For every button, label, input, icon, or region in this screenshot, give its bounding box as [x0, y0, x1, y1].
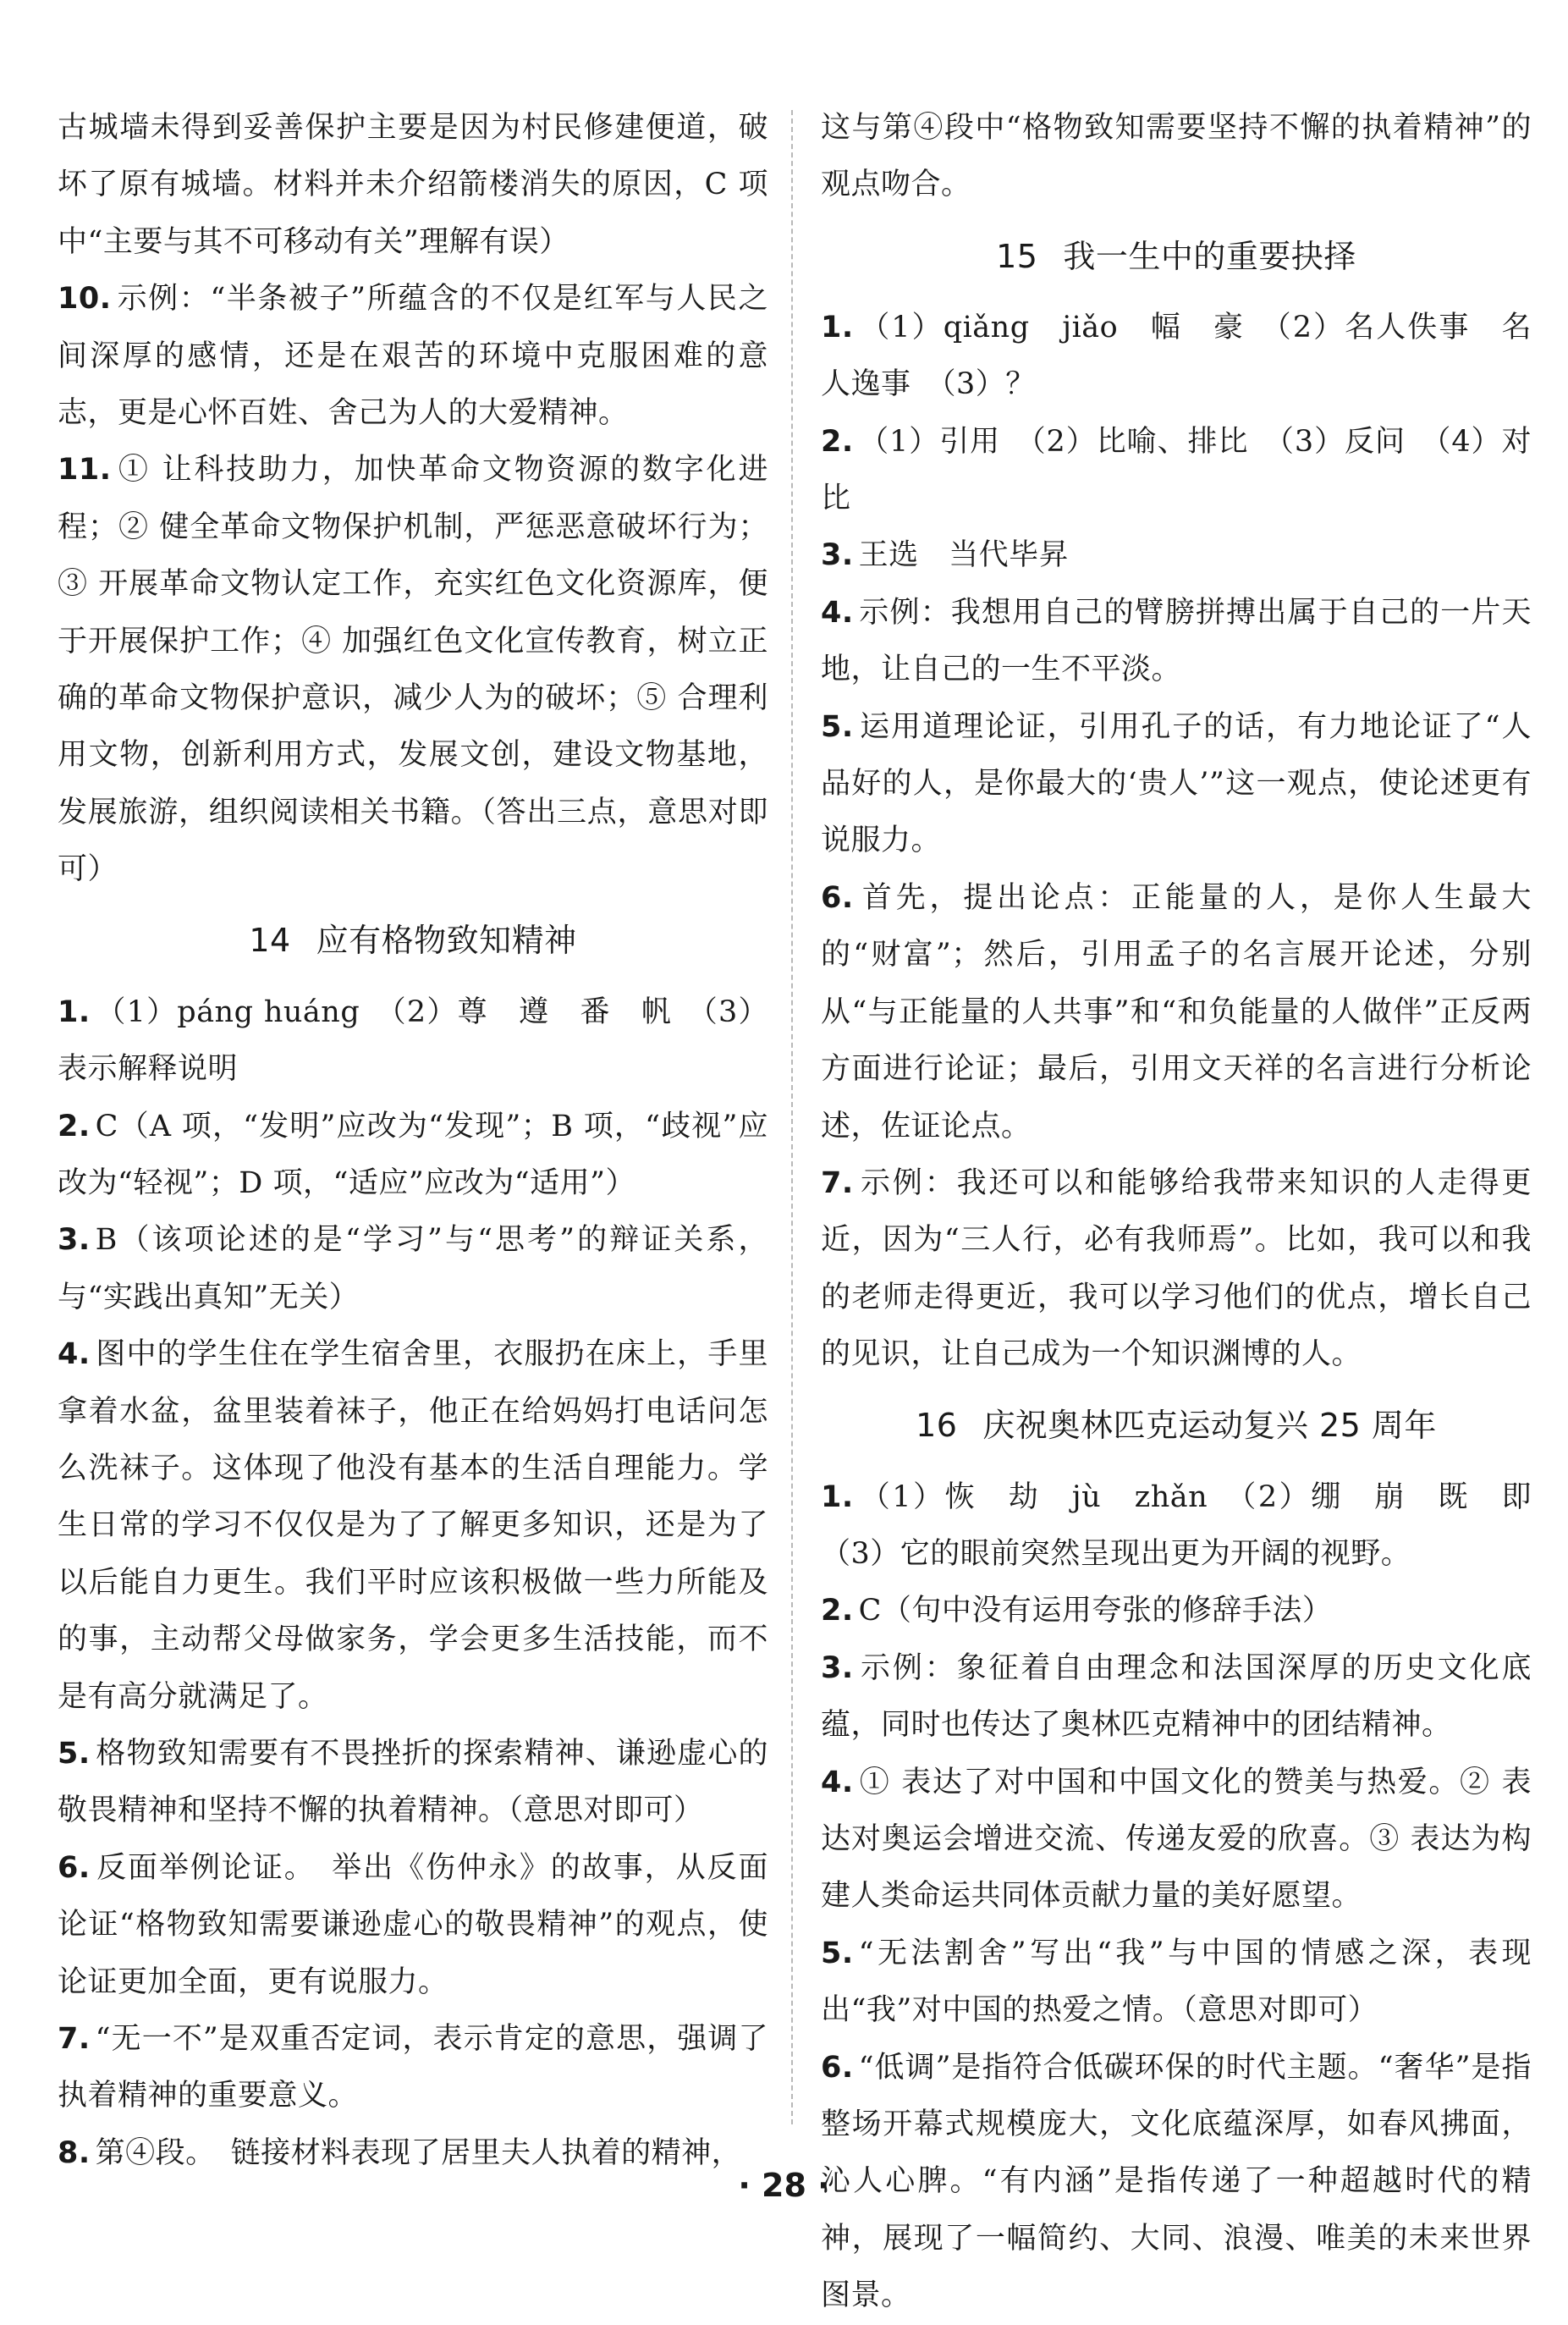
- left-column: [58, 100, 768, 2182]
- answer-number: 7.: [821, 1165, 854, 1200]
- list-item: [821, 1755, 1532, 1926]
- answer-text: 格物致知需要有不畏挫折的探索精神、谦逊虚心的敬畏精神和坚持不懈的执着精神。（意思对即可）: [58, 1736, 768, 1828]
- answer-text: 运用道理论证，引用孔子的话，有力地论证了“人品好的人，是你最大的‘贵人’”这一观点，使论述更有说服力。: [821, 709, 1532, 858]
- answer-number: 11.: [58, 453, 112, 488]
- answer-text: B（该项论述的是“学习”与“思考”的辩证关系，与“实践出真知”无关）: [58, 1223, 768, 1314]
- answer-number: 4.: [58, 1337, 91, 1372]
- answer-text: 王选 当代毕昇: [858, 538, 1070, 573]
- answer-number: 6.: [58, 1850, 91, 1885]
- list-item: [58, 1212, 768, 1326]
- list-item: [58, 2011, 768, 2125]
- section-title: 庆祝奥林匹克运动复兴 25 周年: [982, 1407, 1437, 1445]
- list-item: [58, 1099, 768, 1213]
- answer-text: 首先，提出论点：正能量的人，是你人生最大的“财富”；然后，引用孟子的名言展开论述，分别从“与正能量的人共事”和“和负能量的人做伴”正反两方面进行论证；最后，引用文天祥的名言进行分析论述，佐证论点。: [821, 880, 1532, 1143]
- answer-text: C（A 项，“发明”应改为“发现”；B 项，“歧视”应改为“轻视”；D 项，“适应”应改为“适用”）: [58, 1109, 768, 1200]
- list-item: [58, 984, 768, 1099]
- answer-number: 3.: [58, 1223, 91, 1258]
- section-heading-14: [58, 899, 768, 984]
- answer-text: “无一不”是双重否定词，表示肯定的意思，强调了执着精神的重要意义。: [58, 2022, 768, 2113]
- answer-text: （1）qiǎng jiǎo 幅 豪 （2）名人佚事 名人逸事 （3）？: [821, 310, 1532, 402]
- list-item: [821, 527, 1532, 584]
- list-item: [821, 1469, 1562, 1584]
- answer-text: （1）引用 （2）比喻、排比 （3）反问 （4）对比: [821, 424, 1532, 516]
- answer-text: 示例：我还可以和能够给我带来知识的人走得更近，因为“三人行，必有我师焉”。比如，我可以和我的老师走得更近，我可以学习他们的优点，增长自己的见识，让自己成为一个知识渊博的人。: [821, 1165, 1532, 1372]
- answer-number: 4.: [821, 1765, 854, 1799]
- list-item: [58, 1840, 768, 2011]
- answer-number: 5.: [821, 709, 854, 744]
- answer-number: 2.: [821, 1594, 854, 1628]
- answer-text: 示例：我想用自己的臂膀拼搏出属于自己的一片天地，让自己的一生不平淡。: [821, 595, 1532, 687]
- list-item: [821, 870, 1532, 1155]
- list-item: [821, 414, 1532, 528]
- section-number: 16: [916, 1407, 958, 1445]
- list-item: [821, 699, 1532, 870]
- answer-number: 3.: [821, 1650, 854, 1685]
- section-heading-15: [821, 214, 1532, 300]
- answer-number: 1.: [58, 994, 91, 1029]
- answer-number: 10.: [58, 282, 112, 317]
- answer-text: ① 表达了对中国和中国文化的赞美与热爱。② 表达对奥运会增进交流、传递友爱的欣喜。③ 表达为构建人类命运共同体贡献力量的美好愿望。: [821, 1765, 1532, 1914]
- answer-number: 5.: [58, 1736, 91, 1771]
- answer-number: 6.: [821, 2050, 854, 2085]
- answer-text: “无法割舍”写出“我”与中国的情感之深，表现出“我”对中国的热爱之情。（意思对即可）: [821, 1936, 1532, 2028]
- answer-continuation: 这与第④段中“格物致知需要坚持不懈的执着精神”的观点吻合。: [821, 111, 1532, 202]
- list-item: [821, 300, 1532, 414]
- answer-text: 反面举例论证。 举出《伤仲永》的故事，从反面论证“格物致知需要谦逊虚心的敬畏精神”的观点，使论证更加全面，更有说服力。: [58, 1850, 768, 1999]
- column-divider: [791, 110, 793, 2124]
- answer-text: （1）páng huáng （2）尊 遵 番 帆 （3）表示解释说明: [58, 994, 768, 1087]
- answer-number: 5.: [821, 1936, 854, 1970]
- answer-number: 2.: [821, 424, 854, 459]
- answer-text: “低调”是指符合低碳环保的时代主题。“奢华”是指整场开幕式规模庞大，文化底蕴深厚，如春风拂面，沁人心脾。“有内涵”是指传递了一种超越时代的精神，展现了一幅简约、大同、浪漫、唯美的未来世界图景。: [821, 2050, 1532, 2313]
- answer-text: （1）恢 劫 jù zhǎn （2）绷 崩 既 即 （3）它的眼前突然呈现出更为开阔的视野。: [821, 1479, 1562, 1571]
- section-number: 15: [996, 237, 1038, 275]
- list-item: [821, 1583, 1532, 1639]
- answer-text: 第④段。 链接材料表现了居里夫人执着的精神，: [95, 2135, 742, 2170]
- right-column: [821, 100, 1562, 2325]
- section-title: 我一生中的重要抉择: [1063, 237, 1356, 275]
- answer-number: 7.: [58, 2022, 91, 2056]
- list-item: [58, 1326, 768, 1726]
- list-item: [58, 1726, 768, 1840]
- section-heading-16: [821, 1384, 1532, 1469]
- list-item: [821, 1926, 1532, 2040]
- section-title: 应有格物致知精神: [316, 922, 577, 960]
- answer-10: [58, 271, 768, 442]
- answer-number: 1.: [821, 310, 854, 344]
- answer-number: 3.: [821, 538, 854, 573]
- answer-text: 示例：象征着自由理念和法国深厚的历史文化底蕴，同时也传达了奥林匹克精神中的团结精神。: [821, 1650, 1532, 1743]
- answer-continuation: 古城墙未得到妥善保护主要是因为村民修建便道，破坏了原有城墙。材料并未介绍箭楼消失的原因，C 项中“主要与其不可移动有关”理解有误）: [58, 111, 768, 259]
- answer-text: ① 让科技助力，加快革命文物资源的数字化进程；② 健全革命文物保护机制，严惩恶意破坏行为；③ 开展革命文物认定工作，充实红色文化资源库，便于开展保护工作；④ 加强红色文化宣传教育，树立正确的革命文物保护意识，减少人为的破坏；⑤ 合理利用文物，创新利用方式，发展文创，建设文物基地，发展旅游，组织阅读相关书籍。（答出三点，意思对即可）: [58, 453, 768, 887]
- answer-text: 图中的学生住在学生宿舍里，衣服扔在床上，手里拿着水盆，盆里装着袜子，他正在给妈妈打电话问怎么洗袜子。这体现了他没有基本的生活自理能力。学生日常的学习不仅仅是为了了解更多知识，还是为了以后能自力更生。我们平时应该积极做一些力所能及的事，主动帮父母做家务，学会更多生活技能，而不是有高分就满足了。: [58, 1337, 768, 1714]
- page-number: · 28 ·: [738, 2167, 830, 2204]
- answer-number: 8.: [58, 2135, 91, 2170]
- answer-text: 示例：“半条被子”所蕴含的不仅是红军与人民之间深厚的感情，还是在艰苦的环境中克服困难的意志，更是心怀百姓、舍己为人的大爱精神。: [58, 282, 768, 431]
- answer-number: 1.: [821, 1479, 854, 1514]
- section-number: 14: [249, 922, 291, 960]
- list-item: [821, 585, 1532, 699]
- answer-number: 2.: [58, 1109, 91, 1143]
- list-item: [821, 1155, 1532, 1384]
- list-item: [821, 1640, 1532, 1755]
- answer-11: [58, 442, 768, 898]
- answer-number: 4.: [821, 595, 854, 630]
- answer-number: 6.: [821, 880, 854, 915]
- answer-text: C（句中没有运用夸张的修辞手法）: [858, 1594, 1333, 1628]
